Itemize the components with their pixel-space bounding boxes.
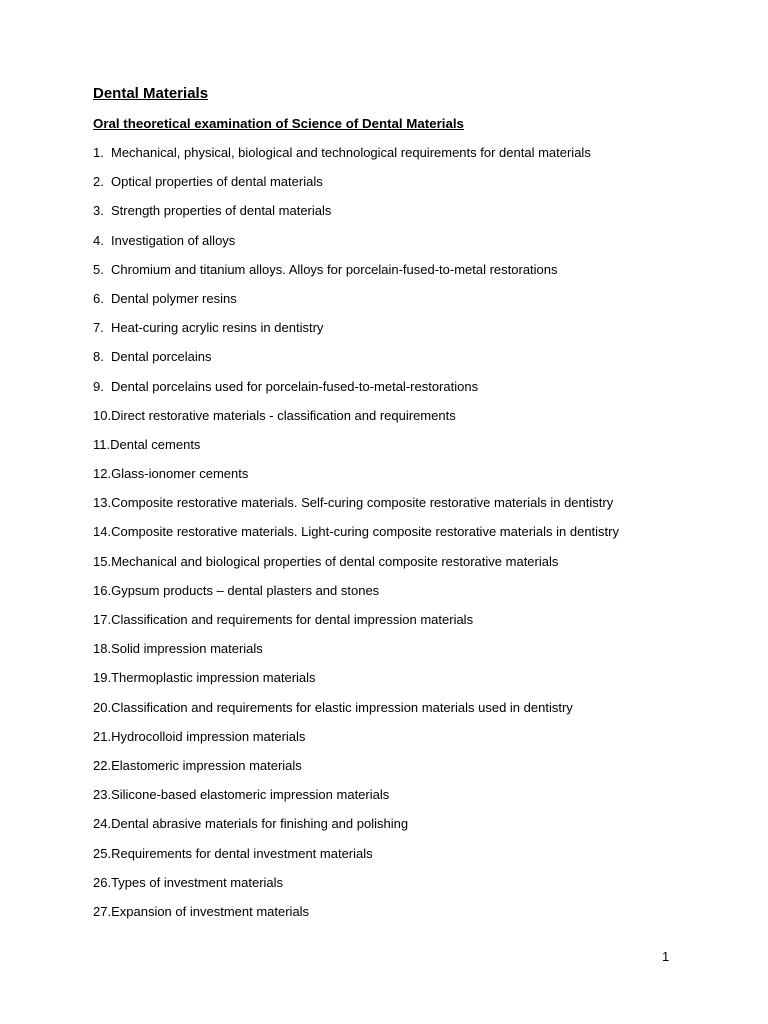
list-item [93,668,619,697]
list-item-text: Dental porcelains used for porcelain-fused-to-metal-restorations [111,378,479,394]
list-item-number: 17. [93,612,112,627]
list-item-text: Optical properties of dental materials [111,174,323,190]
list-item-number: 9. [93,378,104,394]
list-item [93,493,619,522]
document-subtitle: Oral theoretical examination of Science of Dental Materials [93,116,464,131]
list-item-number: 3. [93,203,104,219]
list-item-text: Silicone-based elastomeric impression materials [111,787,390,803]
list-item-text: Elastomeric impression materials [111,757,302,773]
list-item-number: 15. [93,553,112,569]
list-item-number: 6. [93,290,104,306]
list-item-number: 19. [93,670,112,686]
list-item-number: 27. [93,903,112,919]
list-item [93,844,619,873]
list-item [93,172,619,201]
list-item-text: Chromium and titanium alloys. Alloys for porcelain-fused-to-metal restorations [111,261,558,277]
list-item-text: Dental abrasive materials for finishing and polishing [111,816,409,832]
list-item-text: Classification and requirements for elastic impression materials used in dentistry [111,699,573,715]
list-item [93,377,619,406]
list-item [93,727,619,756]
list-item-number: 5. [93,261,104,277]
list-item-number: 24. [93,816,112,832]
list-item-number: 20. [93,699,112,715]
list-item-text: Types of investment materials [111,874,284,890]
list-item-text: Requirements for dental investment materials [111,845,373,861]
list-item [93,785,619,814]
document-title: Dental Materials [93,85,209,102]
list-item-number: 7. [93,320,104,336]
list-item [93,464,619,493]
list-item [93,406,619,435]
list-item-number: 8. [93,349,104,365]
list-item-number: 23. [93,787,112,803]
question-list [93,143,619,931]
list-item-text: Dental polymer resins [111,290,237,306]
list-item [93,289,619,318]
list-item-number: 18. [93,641,112,657]
list-item-number: 22. [93,757,112,773]
list-item [93,260,619,289]
list-item-text: Hydrocolloid impression materials [111,728,306,744]
list-item [93,143,619,172]
list-item-number: 16. [93,582,112,598]
list-item-text: Mechanical and biological properties of dental composite restorative materials [111,553,559,569]
list-item [93,318,619,347]
list-item-text: Heat-curing acrylic resins in dentistry [111,320,324,336]
list-item [93,902,619,931]
list-item [93,231,619,260]
list-item-number: 26. [93,874,112,890]
list-item [93,347,619,376]
list-item [93,201,619,230]
list-item-number: 21. [93,728,112,744]
list-item-number: 4. [93,232,104,248]
list-item-number: 12. [93,466,112,482]
list-item-number: 13. [93,495,112,511]
list-item-text: Expansion of investment materials [111,903,310,919]
list-item-text: Classification and requirements for dental impression materials [111,612,474,627]
list-item-text: Solid impression materials [111,641,263,657]
list-item-text: Dental porcelains [111,349,212,365]
list-item-text: Mechanical, physical, biological and technological requirements for dental materials [111,145,591,160]
list-item [93,639,619,668]
list-item [93,698,619,727]
list-item-text: Thermoplastic impression materials [111,670,316,686]
list-item-number: 2. [93,174,104,190]
list-item-text: Dental cements [110,436,201,452]
list-item-number: 14. [93,524,112,540]
page-number: 1 [662,949,670,964]
list-item [93,522,619,551]
list-item-text: Investigation of alloys [111,232,236,248]
list-item-text: Strength properties of dental materials [111,203,332,219]
list-item [93,610,619,639]
list-item-text: Composite restorative materials. Light-curing composite restorative materials in dentistry [111,524,619,540]
list-item-number: 10. [93,407,112,423]
list-item-text: Glass-ionomer cements [111,466,249,482]
list-item [93,873,619,902]
list-item-number: 11. [93,436,111,452]
list-item-text: Gypsum products – dental plasters and stones [111,582,380,598]
list-item [93,581,619,610]
list-item [93,435,619,464]
list-item [93,552,619,581]
list-item-text: Composite restorative materials. Self-curing composite restorative materials in dentistry [111,495,614,511]
list-item [93,814,619,843]
list-item-number: 1. [93,145,104,160]
list-item-number: 25. [93,845,112,861]
list-item [93,756,619,785]
list-item-text: Direct restorative materials - classification and requirements [111,407,456,423]
